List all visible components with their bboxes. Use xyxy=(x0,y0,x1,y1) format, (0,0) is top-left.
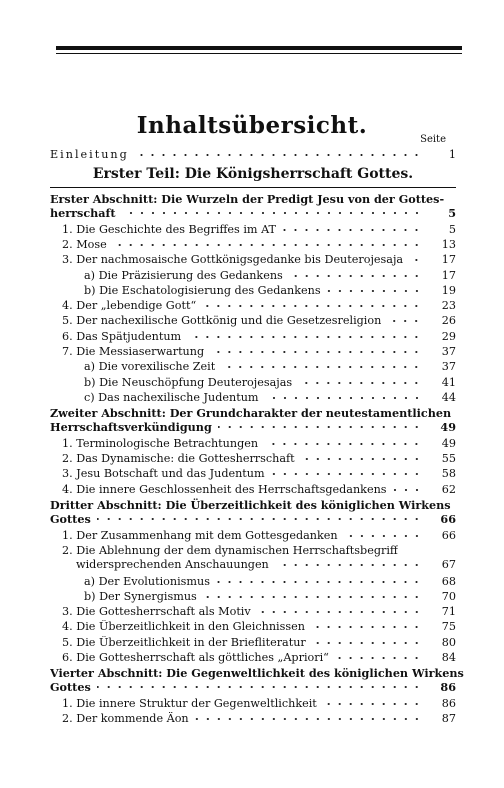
leader-dots xyxy=(335,651,422,665)
toc-entry-text: 3. Der nachmosaische Gottkönigsgedanke bis Deuterojesaja xyxy=(62,253,404,267)
leader-dots xyxy=(393,483,422,497)
toc-entry-page: 17 xyxy=(441,253,456,267)
leader-dots xyxy=(203,590,422,604)
leader-dots xyxy=(327,284,422,298)
toc-entry-continuation: Gottes xyxy=(50,680,91,695)
toc-entry-page: 23 xyxy=(441,299,456,313)
leader-dots xyxy=(210,345,422,359)
toc-entry-page: 87 xyxy=(441,712,456,726)
toc-entry-text: 1. Die Geschichte des Begriffes im AT xyxy=(62,222,276,236)
toc-entry-text: 3. Jesu Botschaft und das Judentum xyxy=(62,467,265,481)
toc-entry-page: 71 xyxy=(441,605,456,619)
leader-dots xyxy=(275,558,422,572)
toc-entry-page: 19 xyxy=(441,283,456,297)
seite-label: Seite xyxy=(420,134,446,145)
toc-entry-text: b) Die Neuschöpfung Deuterojesajas xyxy=(84,375,293,389)
leader-dots xyxy=(387,314,422,328)
toc-entry-page: 49 xyxy=(441,436,456,450)
toc-entry-text: a) Der Evolutionismus xyxy=(84,574,210,588)
toc-entry-page: 26 xyxy=(441,314,456,328)
toc-entry-page: 58 xyxy=(441,467,456,481)
toc-entry-text: Dritter Abschnitt: Die Überzeitlichkeit des königlichen Wirkens xyxy=(50,498,451,512)
toc-entry-page: 67 xyxy=(441,557,456,571)
leader-dots xyxy=(221,360,422,374)
leader-dots xyxy=(289,269,422,283)
leader-dots xyxy=(271,467,422,481)
leader-dots xyxy=(264,437,422,451)
leader-dots xyxy=(301,452,422,466)
toc-entry-text: 2. Die Ablehnung der dem dynamischen Herrschaftsbegriff xyxy=(62,543,398,557)
toc-entry-text: Zweiter Abschnitt: Der Grundcharakter der neutestamentlichen xyxy=(50,406,452,421)
leader-dots xyxy=(195,712,422,726)
toc-entry-text: Erster Abschnitt: Die Wurzeln der Predigt Jesu von der Gottes- xyxy=(50,192,445,206)
leader-dots xyxy=(218,420,422,434)
toc-entry-text: 4. Die innere Geschlossenheit des Herrschaftsgedankens xyxy=(62,482,387,496)
toc-entry-text: b) Die Eschatologisierung des Gedankens xyxy=(84,283,321,297)
toc-entry-page: 29 xyxy=(441,329,456,343)
toc-entry-text: 1. Terminologische Betrachtungen xyxy=(62,436,259,450)
toc-entry-page: 86 xyxy=(441,696,456,710)
toc-entry-page: 70 xyxy=(441,589,456,603)
toc-entry-text: Vierter Abschnitt: Die Gegenweltlichkeit des königlichen Wirkens xyxy=(50,666,464,681)
toc-entry-text: 6. Die Gottesherrschaft als göttliches „Apriori“ xyxy=(62,651,329,664)
toc-entry-text: 6. Das Spätjudentum xyxy=(62,329,182,343)
toc-entry-page: 55 xyxy=(441,452,456,466)
toc-entry-text: 2. Mose xyxy=(62,237,107,251)
toc-entry-text: a) Die Präzisierung des Gedankens xyxy=(84,268,283,282)
toc-entry-page: 75 xyxy=(441,620,456,634)
toc-entry-page: 13 xyxy=(441,237,456,251)
toc-entry-page: 86 xyxy=(440,680,456,695)
toc-entry-page: 37 xyxy=(441,360,456,374)
leader-dots xyxy=(344,529,422,543)
toc-entry-page: 17 xyxy=(441,268,456,282)
toc-entry-text: 4. Der „lebendige Gott“ xyxy=(62,299,197,313)
leader-dots xyxy=(97,512,422,526)
toc-entry-page: 44 xyxy=(441,390,456,404)
toc-entry-continuation: widersprechenden Anschauungen xyxy=(76,557,269,571)
toc-entry-page: 5 xyxy=(448,222,456,236)
leader-dots xyxy=(298,376,422,390)
leader-dots xyxy=(265,391,422,405)
leader-dots xyxy=(134,148,422,162)
leader-dots xyxy=(202,299,422,313)
toc-entry-page: 84 xyxy=(441,651,456,664)
part-title: Erster Teil: Die Königsherrschaft Gottes. xyxy=(92,166,414,182)
leader-dots xyxy=(312,636,422,650)
leader-dots xyxy=(97,680,422,694)
toc-entry-page: 41 xyxy=(441,375,456,389)
toc-entry-page: 49 xyxy=(440,420,456,435)
header-rule-thick xyxy=(56,46,462,50)
toc-entry-page: 68 xyxy=(441,574,456,588)
toc-entry-page: 5 xyxy=(448,206,456,220)
toc-entry-page: 37 xyxy=(441,345,456,358)
leader-dots xyxy=(311,620,422,634)
toc-entry-text: a) Die vorexilische Zeit xyxy=(84,360,216,374)
toc-entry-page: 66 xyxy=(440,512,456,526)
leader-dots xyxy=(409,253,422,267)
toc-entry-text: b) Der Synergismus xyxy=(84,589,197,603)
toc-entry-page: 1 xyxy=(448,148,456,161)
toc-entry-continuation: Gottes xyxy=(50,512,91,526)
leader-dots xyxy=(122,206,422,220)
toc-entry-text: 1. Die innere Struktur der Gegenweltlichkeit xyxy=(62,696,317,710)
toc-entry-page: 66 xyxy=(441,528,456,542)
toc-entry-page: 80 xyxy=(441,635,456,649)
toc-entry-text: Einleitung xyxy=(50,148,129,161)
toc-entry-text: 5. Die Überzeitlichkeit in der Briefliteratur xyxy=(62,635,306,649)
toc-entry-text: 5. Der nachexilische Gottkönig und die Gesetzesreligion xyxy=(62,314,382,328)
toc-entry-text: 1. Der Zusammenhang mit dem Gottesgedanken xyxy=(62,528,338,542)
leader-dots xyxy=(216,575,422,589)
leader-dots xyxy=(113,238,422,252)
toc-entry-text: 2. Der kommende Äon xyxy=(62,712,189,726)
leader-dots xyxy=(323,697,422,711)
leader-dots xyxy=(282,223,422,237)
toc-entry-text: 4. Die Überzeitlichkeit in den Gleichnissen xyxy=(62,620,305,634)
toc-entry-continuation: herrschaft xyxy=(50,206,116,220)
toc-entry-continuation: Herrschaftsverkündigung xyxy=(50,420,212,435)
toc-entry-page: 62 xyxy=(441,482,456,496)
leader-dots xyxy=(187,330,422,344)
toc-entry-text: c) Das nachexilische Judentum xyxy=(84,390,259,404)
leader-dots xyxy=(257,605,422,619)
toc-entry-text: 2. Das Dynamische: die Gottesherrschaft xyxy=(62,452,295,466)
page-title: Inhaltsübersicht. xyxy=(136,112,368,139)
part-rule xyxy=(50,187,456,188)
toc-entry-text: 7. Die Messiaserwartung xyxy=(62,345,205,358)
header-rule-thin xyxy=(56,53,462,54)
toc-entry-text: 3. Die Gottesherrschaft als Motiv xyxy=(62,605,251,619)
